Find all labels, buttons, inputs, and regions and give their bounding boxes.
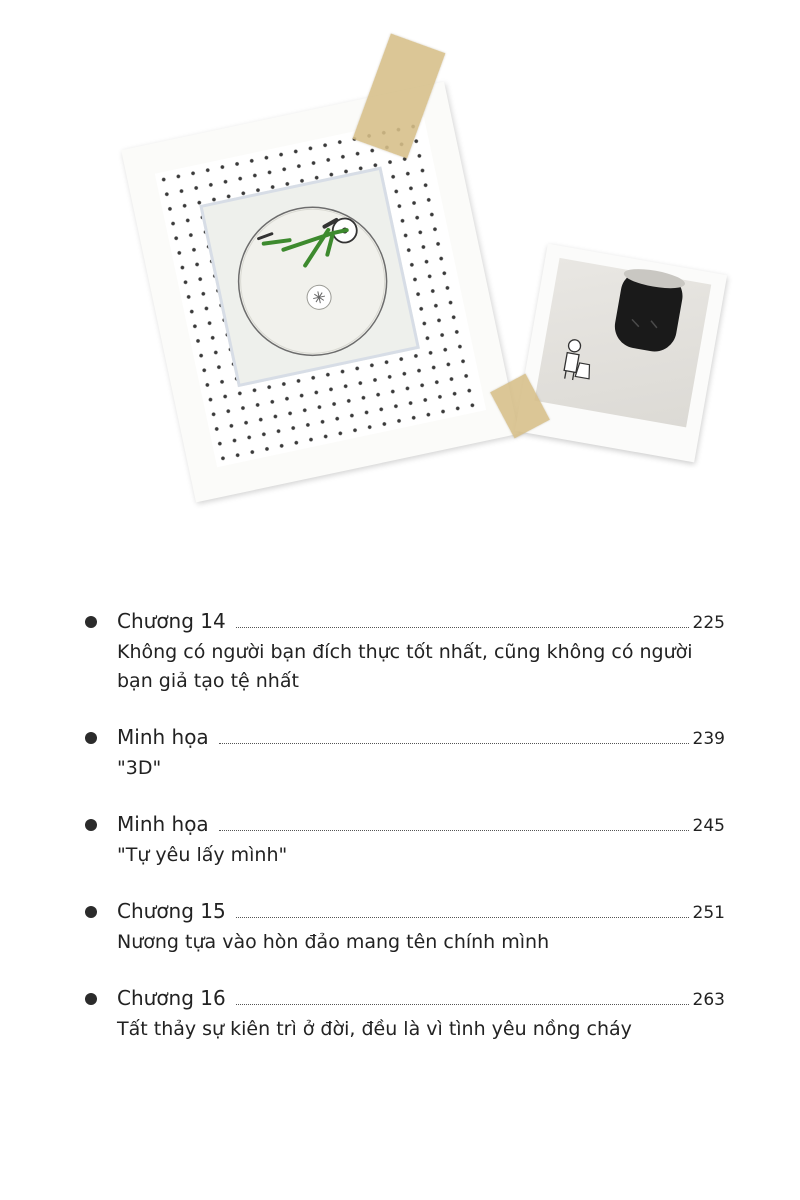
toc-entry[interactable] [85,809,725,870]
dot-leader [219,743,689,744]
photo-collage [0,0,800,540]
toc-entry-label: Chương 16 [117,986,226,1010]
toc-entry-label: Minh họa [117,812,209,836]
toc-entry[interactable] [85,983,725,1044]
toc-page-number: 225 [692,613,725,633]
toc-entry-label: Chương 14 [117,609,226,633]
bullet-icon [85,819,97,831]
toc-entry-header [117,983,725,1015]
bicycle-icon [203,170,416,383]
toc-entry-subtitle: Không có người bạn đích thực tốt nhất, cũng không có người bạn giả tạo tệ nhất [117,641,693,692]
toc-entry-subtitle: "Tự yêu lấy mình" [117,844,288,866]
bullet-icon [85,993,97,1005]
toc-entry-label: Minh họa [117,725,209,749]
bullet-icon [85,616,97,628]
dot-leader [236,627,689,628]
table-of-contents [85,606,725,1070]
bullet-icon [85,906,97,918]
toc-entry-header [117,809,725,841]
bicycle-disc-illustration [199,167,420,388]
toc-entry-label: Chương 15 [117,899,226,923]
toc-entry[interactable] [85,606,725,696]
toc-entry-header [117,606,725,638]
toc-entry-subtitle: Nương tựa vào hòn đảo mang tên chính mình [117,931,550,953]
small-photo-card [515,244,727,463]
toc-entry-header [117,896,725,928]
toc-page-number: 263 [692,990,725,1010]
bullet-icon [85,732,97,744]
toc-entry[interactable] [85,722,725,783]
dot-leader [236,917,689,918]
toc-entry[interactable] [85,896,725,957]
dot-leader [219,830,689,831]
toc-page-number: 251 [692,903,725,923]
main-photo-card [121,82,519,503]
toc-entry-subtitle: "3D" [117,757,162,779]
toc-page-number: 239 [692,729,725,749]
figure-icon [515,244,727,463]
toc-entry-header [117,722,725,754]
dot-leader [236,1004,689,1005]
toc-entry-subtitle: Tất thảy sự kiên trì ở đời, đều là vì tình yêu nồng cháy [117,1018,632,1040]
toc-page-number: 245 [692,816,725,836]
